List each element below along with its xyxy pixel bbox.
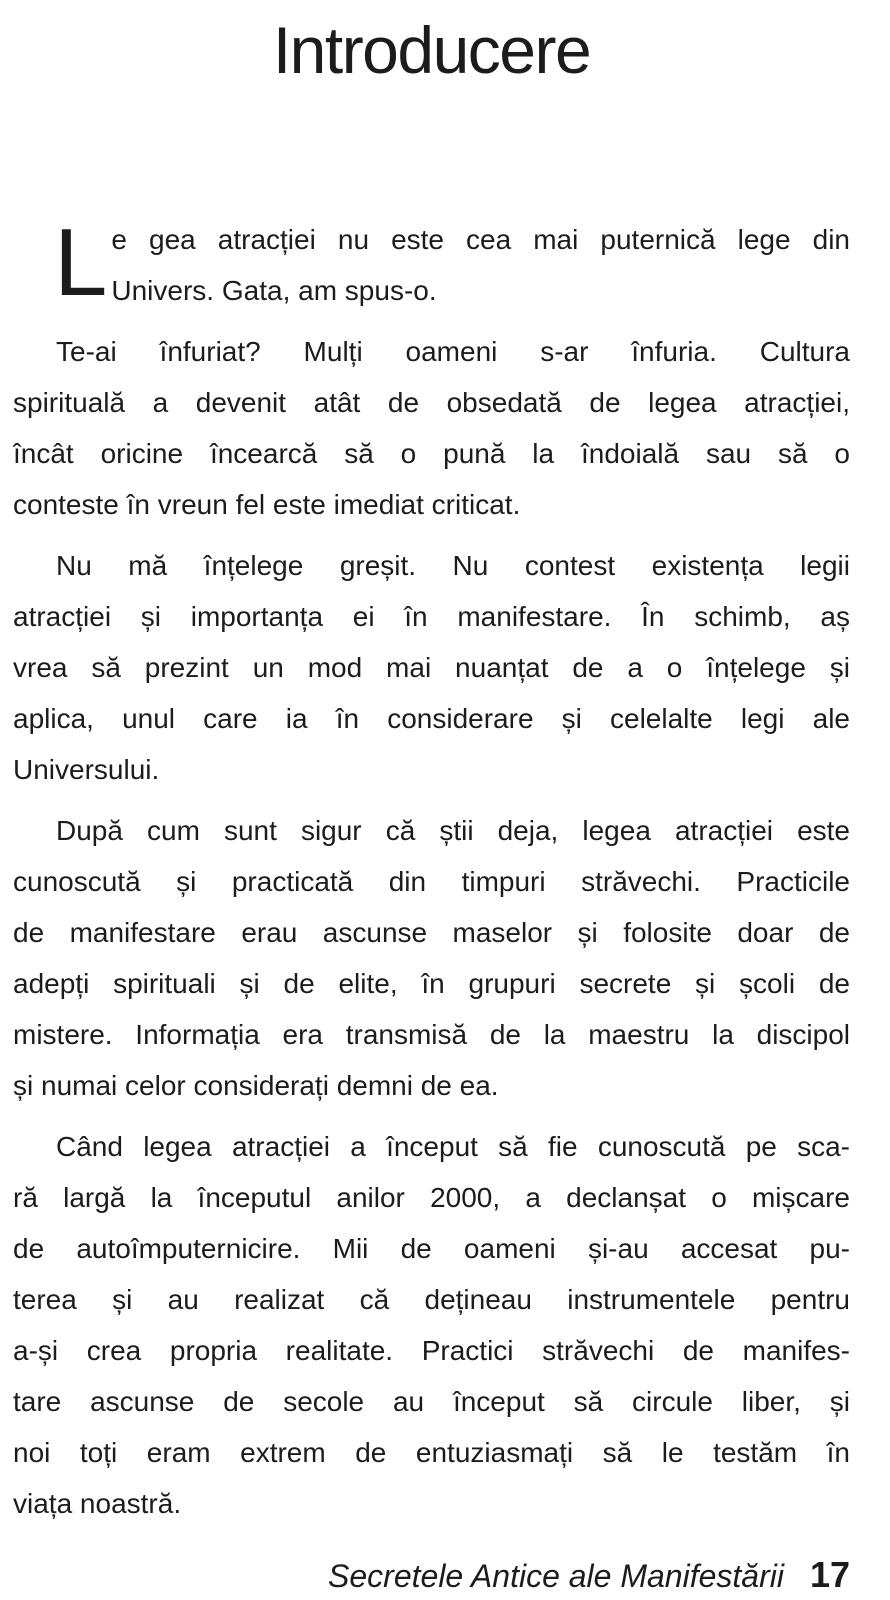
text-line: aplica, unul care ia în considerare și celelalte legi ale (13, 703, 850, 734)
text-line: Când legea atracției a început să fie cunoscută pe sca- (56, 1131, 850, 1162)
page-footer (13, 1553, 850, 1600)
text-line: Te-ai înfuriat? Mulți oameni s-ar înfuria. Cultura (56, 336, 850, 367)
paragraph (13, 805, 850, 1111)
text-line: mistere. Informația era transmisă de la maestru la discipol (13, 1019, 850, 1050)
paragraph (13, 540, 850, 795)
text-line: a-și crea propria realitate. Practici străvechi de manifes- (13, 1335, 850, 1366)
running-footer-book-title: Secretele Antice ale Manifestării (328, 1558, 784, 1594)
text-line: noi toți eram extrem de entuziasmați să le testăm în (13, 1437, 850, 1468)
text-line: Universului. (13, 754, 160, 785)
text-line: Nu mă înțelege greșit. Nu contest existența legii (56, 550, 850, 581)
text-line: adepți spirituali și de elite, în grupuri secrete și școli de (13, 968, 850, 999)
text-line: terea și au realizat că dețineau instrumentele pentru (13, 1284, 850, 1315)
text-line: de manifestare erau ascunse maselor și folosite doar de (13, 917, 850, 948)
text-line: și numai celor considerați demni de ea. (13, 1070, 499, 1101)
text-line: ră largă la începutul anilor 2000, a declanșat o mișcare (13, 1182, 850, 1213)
page-number: 17 (809, 1554, 850, 1595)
paragraph (13, 1121, 850, 1529)
chapter-title: Introducere (272, 13, 591, 87)
text-line: de autoîmputernicire. Mii de oameni și-au accesat pu- (13, 1233, 850, 1264)
paragraph (13, 326, 850, 530)
text-line: Univers. Gata, am spus-o. (111, 275, 437, 306)
text-line: vrea să prezint un mod mai nuanțat de a o înțelege și (13, 652, 850, 683)
text-line: viața noastră. (13, 1488, 182, 1519)
paragraph (13, 209, 850, 316)
text-line: După cum sunt sigur că știi deja, legea atracției este (56, 815, 850, 846)
text-line: atracției și importanța ei în manifestare. În schimb, aș (13, 601, 850, 632)
body-text (13, 209, 850, 1529)
text-line: cunoscută și practicată din timpuri străvechi. Practicile (13, 866, 850, 897)
text-line: spirituală a devenit atât de obsedată de legea atracției, (13, 387, 850, 418)
text-line: încât oricine încearcă să o pună la îndoială sau să o (13, 438, 850, 469)
text-line: tare ascunse de secole au început să circule liber, și (13, 1386, 850, 1417)
text-line: e gea atracției nu este cea mai puternică lege din (111, 224, 850, 255)
text-line: conteste în vreun fel este imediat criticat. (13, 489, 521, 520)
drop-cap: L (54, 209, 108, 316)
